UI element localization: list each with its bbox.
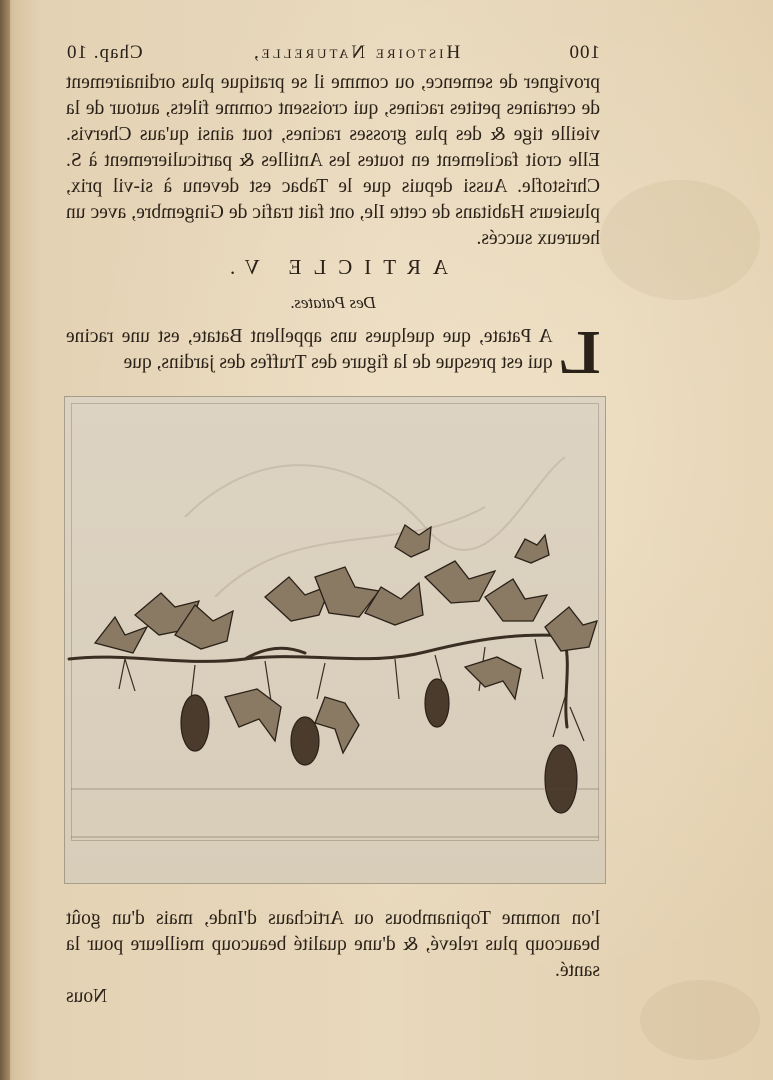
page-number: 100 <box>568 42 600 63</box>
article-subtitle: Des Patates. <box>290 293 376 312</box>
running-title: Histoire Naturelle, <box>250 42 461 63</box>
book-spine <box>0 0 10 1080</box>
catchword: Nous <box>66 986 108 1007</box>
chapter-label: Chap. 10 <box>66 42 143 63</box>
article-heading: ARTICLE V. <box>218 255 448 279</box>
engraving-plate <box>64 396 606 884</box>
sweet-potato-engraving <box>65 397 605 883</box>
article-paragraph-text: A Patate, que quelques uns appellent Batate, est une racine qui est presque de la figure des Truffes des jardins, que <box>66 326 553 373</box>
paper-stain <box>640 980 760 1060</box>
bottom-paragraph-text: l'on nomme Topinambous ou Artichaus d'Inde, mais d'un goût beaucoup plus relevé, & d'une qualité beaucoup meilleure pour la santé. <box>66 908 600 981</box>
top-paragraph <box>66 70 600 252</box>
article-paragraph <box>66 319 600 387</box>
paper-stain <box>600 180 760 300</box>
drop-cap: L <box>558 319 600 387</box>
bottom-paragraph <box>66 906 600 1010</box>
top-paragraph-text: provigner de semence, ou comme il se pratique plus ordinairement de certaines petites racines, qui croissent comme filets, autour de la vieille tige & des plus grosses racines, tout ainsi qu'aus Chervis. Elle croit facilement en toutes les Antilles & particulierement à S. Christofle. Aussi depuis que le Tabac est devenu à si-vil prix, plusieurs Habitans de cette Ile, ont fait trafic de Gingembre, avec un heureux succés. <box>66 72 600 249</box>
running-header <box>66 42 600 66</box>
